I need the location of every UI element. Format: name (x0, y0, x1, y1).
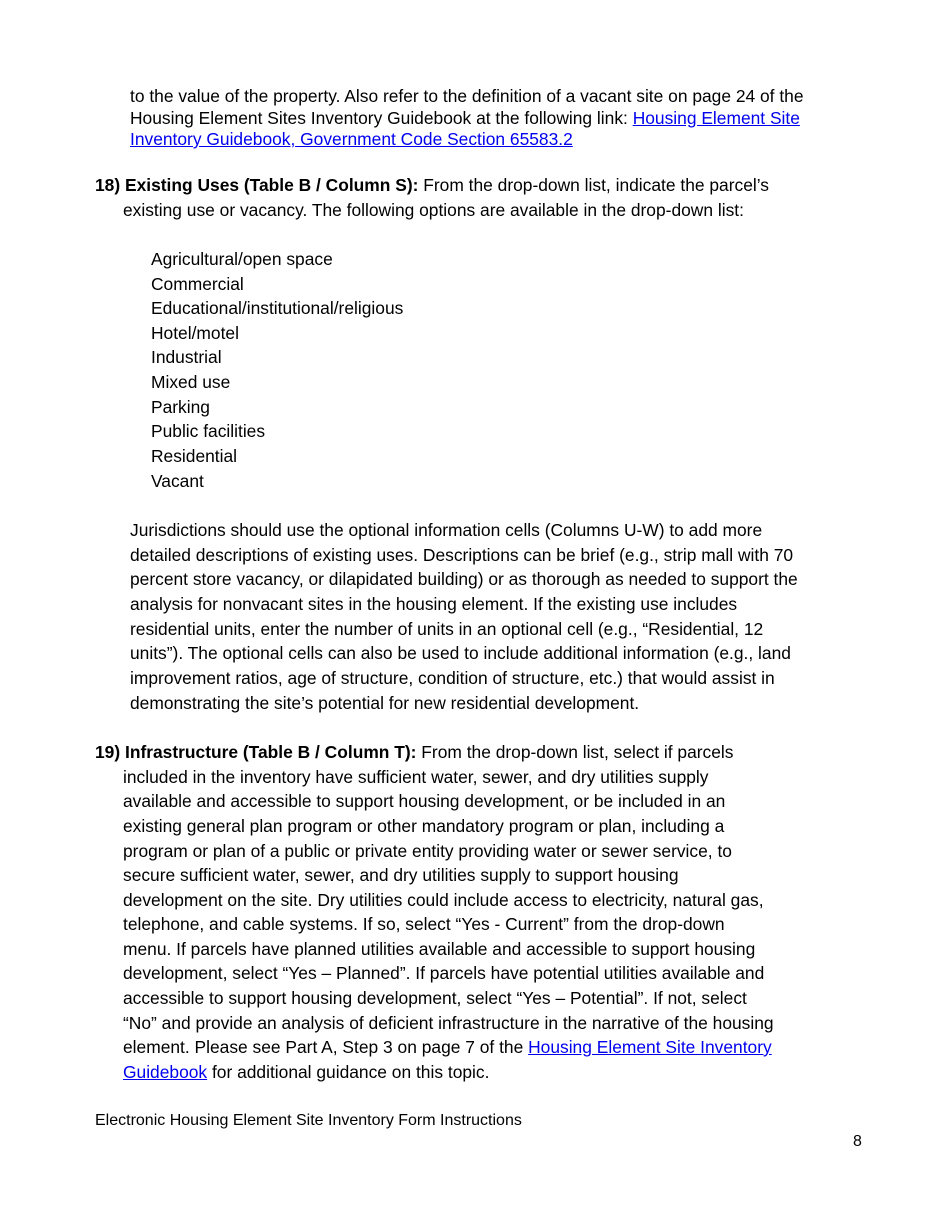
list-item: Parking (151, 397, 210, 417)
list-item: Hotel/motel (151, 323, 239, 343)
guidebook-link-continued[interactable]: Inventory Guidebook, Government Code Section 65583.2 (130, 129, 573, 149)
paragraph-text: element. Please see Part A, Step 3 on page 7 of the (123, 1037, 529, 1057)
item-18-text: From the drop-down list, indicate the parcel’s (418, 175, 769, 195)
paragraph-line: “No” and provide an analysis of deficient infrastructure in the narrative of the housing (123, 1013, 774, 1033)
paragraph-line: improvement ratios, age of structure, condition of structure, etc.) that would assist in (130, 668, 775, 688)
paragraph-text: for additional guidance on this topic. (207, 1062, 490, 1082)
paragraph-line: development, select “Yes – Planned”. If parcels have potential utilities available and (123, 963, 765, 983)
intro-line: to the value of the property. Also refer to the definition of a vacant site on page 24 of the (130, 86, 804, 106)
intro-line (130, 108, 800, 128)
paragraph-line: telephone, and cable systems. If so, select “Yes - Current” from the drop-down (123, 914, 725, 934)
item-19-heading: Infrastructure (Table B / Column T): (124, 742, 417, 762)
paragraph-line: development on the site. Dry utilities could include access to electricity, natural gas, (123, 890, 764, 910)
list-item: Industrial (151, 347, 222, 367)
list-item: Commercial (151, 274, 244, 294)
paragraph-line: secure sufficient water, sewer, and dry utilities supply to support housing (123, 865, 679, 885)
paragraph-line: Jurisdictions should use the optional information cells (Columns U-W) to add more (130, 520, 763, 540)
paragraph-line: included in the inventory have sufficient water, sewer, and dry utilities supply (123, 767, 709, 787)
item-18-line: existing use or vacancy. The following options are available in the drop-down list: (123, 200, 744, 220)
paragraph-line: existing general plan program or other mandatory program or plan, including a (123, 816, 725, 836)
item-19-heading-line (95, 742, 733, 762)
item-18-heading-line (95, 175, 769, 195)
paragraph-line: detailed descriptions of existing uses. Descriptions can be brief (e.g., strip mall with 70 (130, 545, 794, 565)
guidebook-link-continued[interactable]: Guidebook (123, 1062, 208, 1082)
guidebook-link[interactable]: Housing Element Site Inventory (528, 1037, 772, 1057)
paragraph-line: program or plan of a public or private entity providing water or sewer service, to (123, 841, 732, 861)
item-18-heading: Existing Uses (Table B / Column S): (124, 175, 419, 195)
paragraph-line: residential units, enter the number of units in an optional cell (e.g., “Residential, 12 (130, 619, 764, 639)
paragraph-line (123, 1037, 772, 1057)
list-item: Educational/institutional/religious (151, 298, 404, 318)
paragraph-line: analysis for nonvacant sites in the housing element. If the existing use includes (130, 594, 738, 614)
paragraph-line: accessible to support housing development, select “Yes – Potential”. If not, select (123, 988, 747, 1008)
paragraph-line: menu. If parcels have planned utilities available and accessible to support housing (123, 939, 756, 959)
paragraph-line: demonstrating the site’s potential for new residential development. (130, 693, 640, 713)
paragraph-line (123, 1062, 489, 1082)
item-19-number: 19) (95, 742, 121, 762)
guidebook-link[interactable]: Housing Element Site (632, 108, 800, 128)
list-item: Vacant (151, 471, 204, 491)
item-19-text: From the drop-down list, select if parcels (416, 742, 734, 762)
list-item: Public facilities (151, 421, 266, 441)
paragraph-line: percent store vacancy, or dilapidated building) or as thorough as needed to support the (130, 569, 798, 589)
list-item: Mixed use (151, 372, 231, 392)
intro-text: Housing Element Sites Inventory Guidebook at the following link: (130, 108, 633, 128)
paragraph-line: available and accessible to support housing development, or be included in an (123, 791, 726, 811)
paragraph-line: units”). The optional cells can also be used to include additional information (e.g., land (130, 643, 791, 663)
footer-title: Electronic Housing Element Site Inventory Form Instructions (95, 1112, 522, 1129)
list-item: Agricultural/open space (151, 249, 333, 269)
list-item: Residential (151, 446, 238, 466)
intro-line (130, 129, 573, 149)
page-number: 8 (853, 1133, 862, 1150)
item-18-number: 18) (95, 175, 121, 195)
